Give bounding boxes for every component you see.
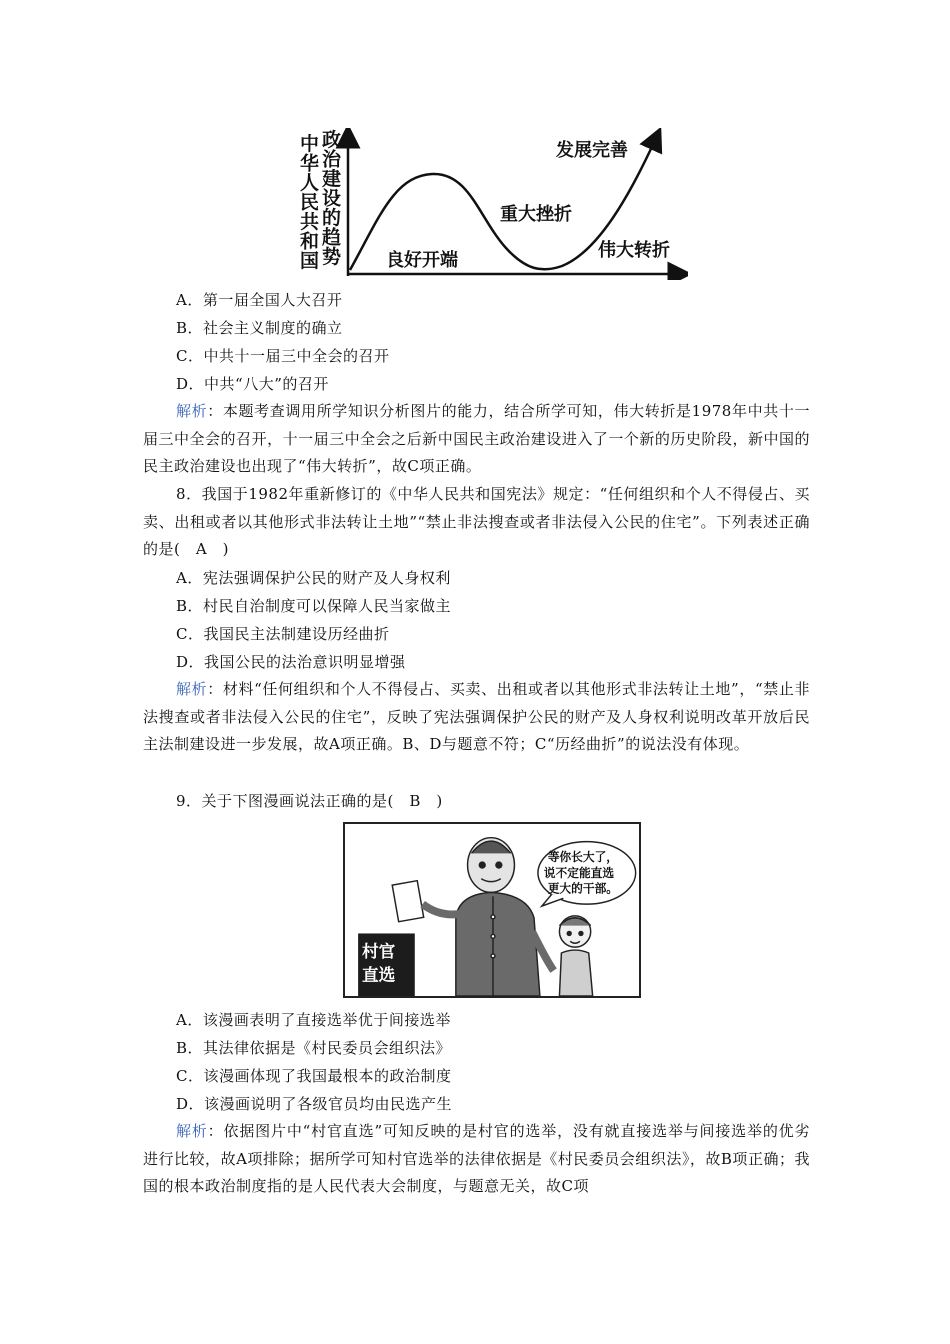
analysis-text: ：依据图片中“村官直选”可知反映的是村官的选举，没有就直接选举与间接选举的优劣进行比较，故A项排除；据所学可知村官选举的法律依据是《村民委员会组织法》，故B项正确；我国的根本政治制度指的是人民代表大会制度，与题意无关，故C项	[143, 1122, 810, 1195]
ballot-box-text-2: 直选	[362, 965, 396, 985]
q7-option-d: D．中共“八大”的召开	[176, 375, 329, 393]
speech-line-2: 说不定能直选	[543, 865, 615, 880]
cartoon-drawing	[345, 824, 639, 996]
svg-text:中华人民共和国	[300, 132, 319, 272]
label-turning: 伟大转折	[598, 240, 670, 261]
y-axis-label-char: 民	[300, 191, 320, 214]
y-axis-label-char: 治	[322, 148, 342, 171]
y-axis-label-char: 共	[300, 211, 320, 233]
cartoon-figure	[343, 822, 641, 998]
q9-option-a: A．该漫画表明了直接选举优于间接选举	[176, 1011, 451, 1029]
label-perfect: 发展完善	[556, 140, 628, 161]
q8-option-a: A．宪法强调保护公民的财产及人身权利	[176, 569, 451, 587]
y-axis-label-char: 政	[322, 129, 342, 151]
y-axis-label-char: 设	[322, 187, 342, 210]
y-axis-label-char: 建	[322, 168, 342, 190]
q9-option-c: C．该漫画体现了我国最根本的政治制度	[176, 1067, 452, 1085]
q7-option-b: B．社会主义制度的确立	[176, 319, 343, 337]
analysis-label: 解析	[176, 402, 208, 420]
q7-analysis	[143, 398, 810, 481]
y-axis-label-char: 趋	[322, 226, 342, 249]
q8-option-d: D．我国公民的法治意识明显增强	[176, 653, 406, 671]
q7-option-a: A．第一届全国人大召开	[176, 291, 343, 309]
child-figure	[559, 916, 592, 996]
q8-stem: 8．我国于1982年重新修订的《中华人民共和国宪法》规定：“任何组织和个人不得侵占、买卖、出租或者以其他形式非法转让土地”“禁止非法搜查或者非法侵入公民的住宅”。下列表述正确的是( A )	[143, 485, 810, 558]
y-axis-label-char: 势	[322, 246, 342, 268]
q9-stem: 9．关于下图漫画说法正确的是( B )	[176, 792, 443, 810]
analysis-label: 解析	[176, 1122, 208, 1140]
svg-text:政治建设的趋势	[322, 128, 342, 268]
y-axis-label-char: 中	[300, 133, 320, 155]
label-good-start: 良好开端	[386, 250, 458, 271]
analysis-text: ：材料“任何组织和个人不得侵占、买卖、出租或者以其他形式非法转让土地”，“禁止非法搜查或者非法侵入公民的住宅”，反映了宪法强调保护公民的财产及人身权利说明改革开放后民主法制建设进一步发展，故A项正确。B、D与题意不符；C“历经曲折”的说法没有体现。	[143, 680, 810, 753]
label-setback: 重大挫折	[500, 204, 572, 225]
trend-curve-figure	[294, 128, 688, 280]
q9-option-d: D．该漫画说明了各级官员均由民选产生	[176, 1095, 453, 1113]
ballot-box-text-1: 村官	[362, 941, 396, 961]
q8-analysis	[143, 676, 810, 759]
adult-figure	[423, 838, 554, 996]
q7-option-c: C．中共十一届三中全会的召开	[176, 347, 390, 365]
q9-analysis	[143, 1118, 810, 1201]
q8-option-c: C．我国民主法制建设历经曲折	[176, 625, 390, 643]
y-axis-label	[300, 128, 342, 272]
analysis-text: ：本题考查调用所学知识分析图片的能力，结合所学可知，伟大转折是1978年中共十一届三中全会的召开，十一届三中全会之后新中国民主政治建设进入了一个新的历史阶段，新中国的民主政治建设也出现了“伟大转折”，故C项正确。	[143, 402, 810, 475]
y-axis-label-char: 的	[322, 207, 342, 229]
q8-option-b: B．村民自治制度可以保障人民当家做主	[176, 597, 452, 615]
speech-line-3: 更大的干部。	[547, 881, 619, 896]
y-axis-label-char: 和	[300, 230, 320, 253]
analysis-label: 解析	[176, 680, 208, 698]
y-axis-label-char: 华	[300, 152, 320, 175]
q9-option-b: B．其法律依据是《村民委员会组织法》	[176, 1039, 452, 1057]
speech-line-1: 等你长大了，	[547, 850, 619, 865]
speech-bubble	[538, 842, 636, 907]
ballot-paper	[392, 881, 423, 922]
y-axis-label-char: 国	[300, 250, 320, 272]
y-axis-label-char: 人	[300, 172, 320, 194]
